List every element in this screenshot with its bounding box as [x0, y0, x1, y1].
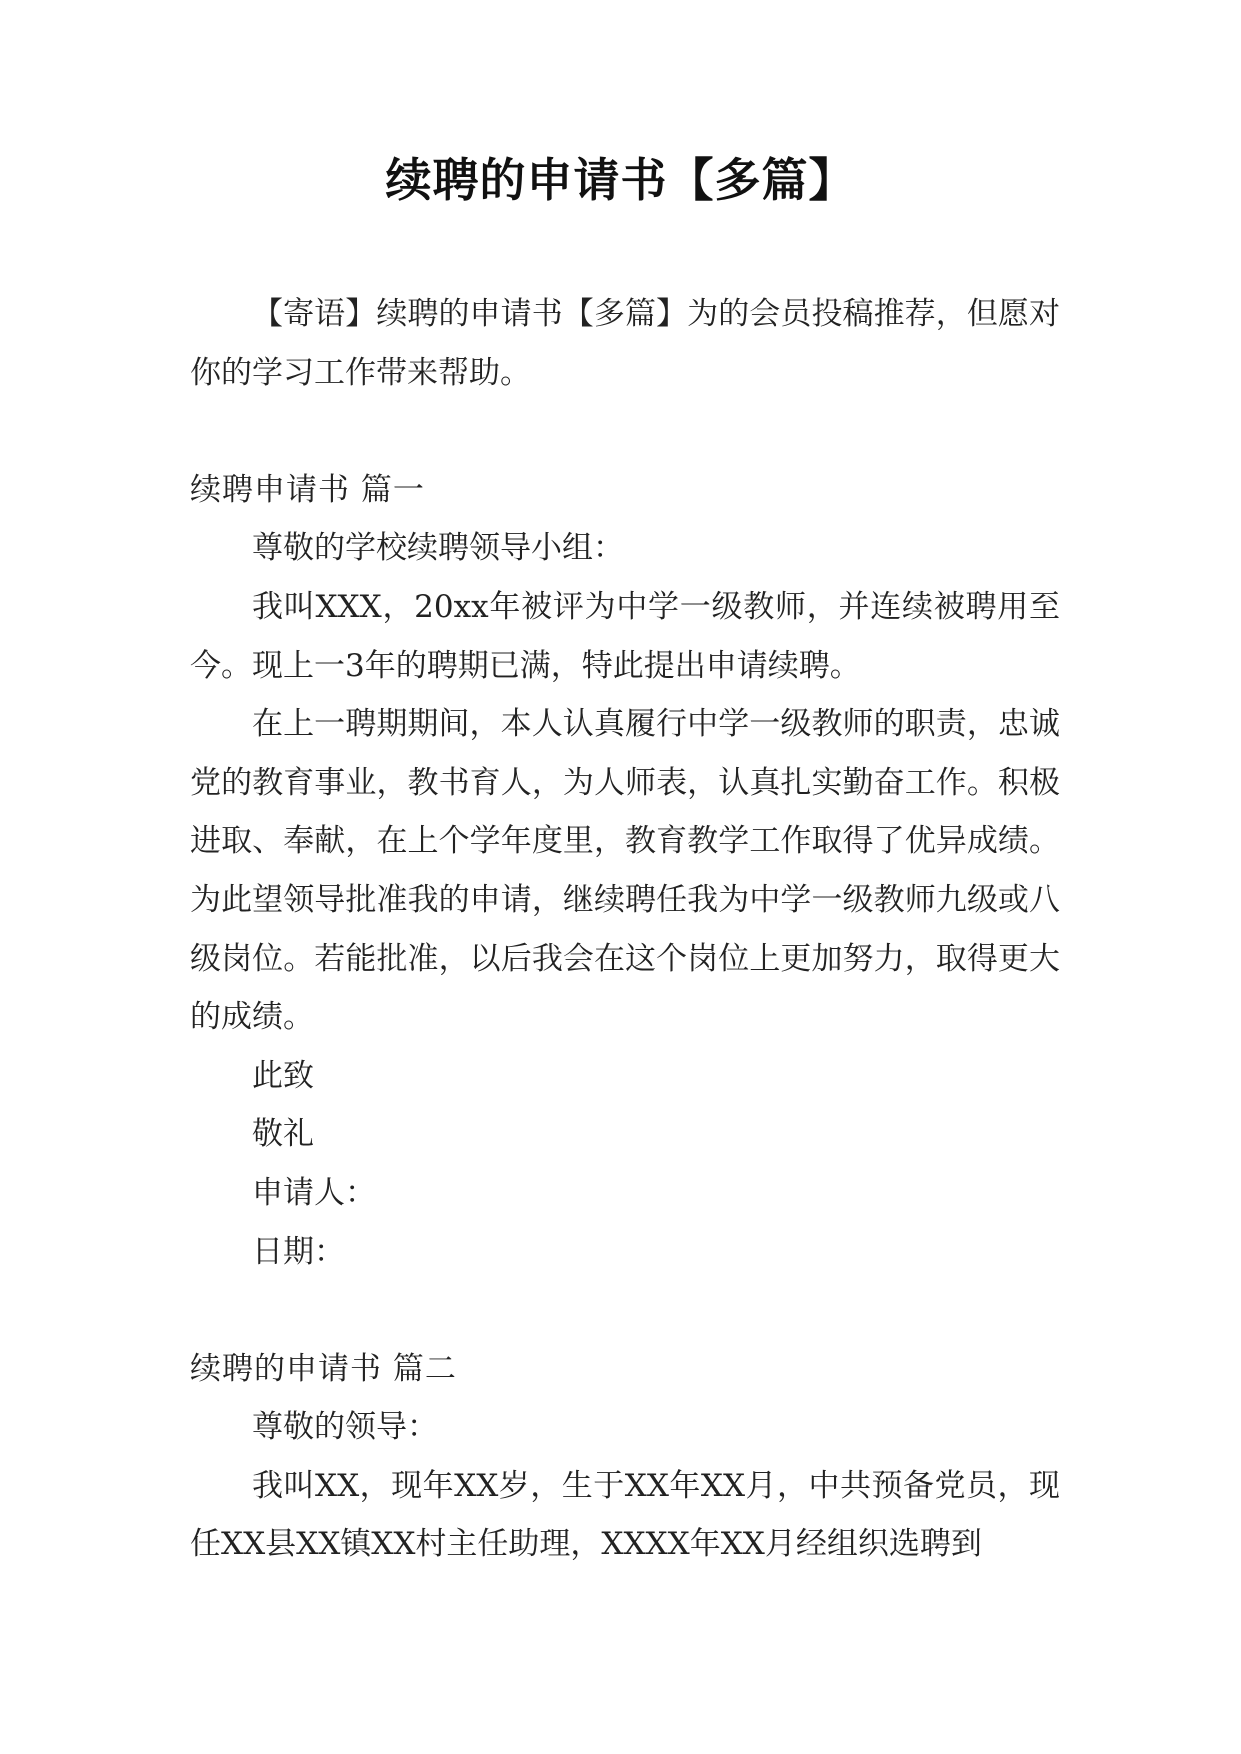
date-line: 日期： — [252, 1233, 345, 1270]
salutation-1: 尊敬的学校续聘领导小组： — [252, 530, 624, 567]
body-paragraph: 在上一聘期期间，本人认真履行中学一级教师的职责，忠诚党的教育事业，教书育人，为人师表，认真扎实勤奋工作。积极进取、奉献，在上个学年度里，教育教学工作取得了优异成绩。为此望领导批准我的申请，继续聘任我为中学一级教师九级或八级岗位。若能批准，以后我会在这个岗位上更加努力，取得更大的成绩。 — [190, 706, 1060, 1036]
salutation-2: 尊敬的领导： — [252, 1409, 438, 1446]
section-heading-2: 续聘的申请书 篇二 — [190, 1350, 457, 1387]
closing-line: 此致 — [252, 1057, 314, 1094]
applicant-line: 申请人： — [252, 1174, 376, 1211]
intro-paragraph: 【寄语】续聘的申请书【多篇】为的会员投稿推荐，但愿对你的学习工作带来帮助。 — [190, 296, 1060, 391]
body-paragraph: 我叫XXX，20xx年被评为中学一级教师，并连续被聘用至今。现上一3年的聘期已满，特此提出申请续聘。 — [190, 588, 1060, 684]
spacer — [190, 402, 1060, 461]
closing-line: 敬礼 — [252, 1116, 314, 1153]
document-body — [190, 285, 1060, 1574]
spacer — [190, 1281, 1060, 1340]
section-heading-1: 续聘申请书 篇一 — [190, 471, 425, 508]
document-title: 续聘的申请书【多篇】 — [385, 153, 856, 207]
body-paragraph: 我叫XX，现年XX岁，生于XX年XX月，中共预备党员，现任XX县XX镇XX村主任助理，XXXX年XX月经组织选聘到 — [190, 1467, 1060, 1563]
